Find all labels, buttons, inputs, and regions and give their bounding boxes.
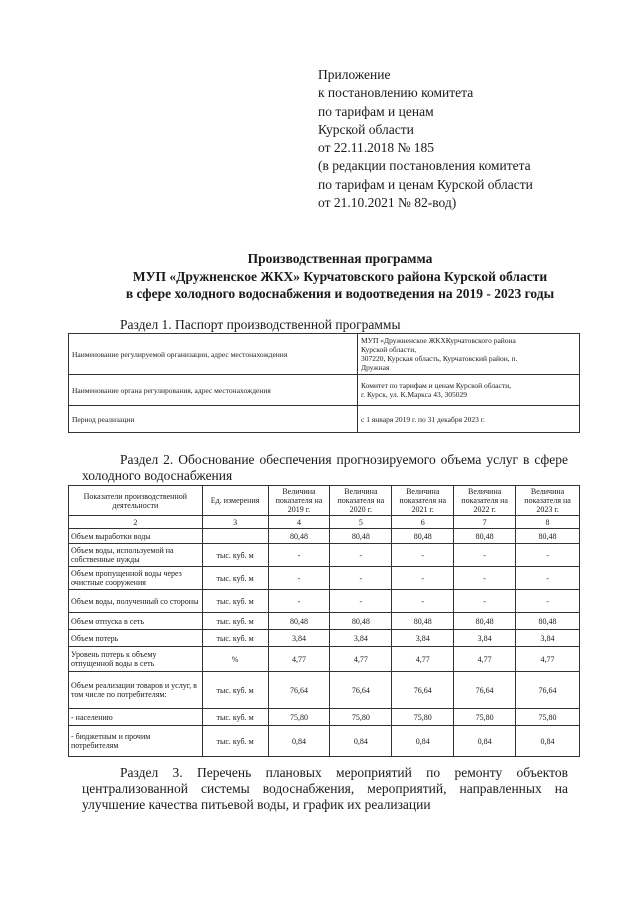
value-cell: 76,64	[516, 672, 580, 709]
passport-value-line: Курской области,	[361, 345, 417, 354]
value-cell: 0,84	[516, 726, 580, 757]
index-row	[69, 516, 580, 529]
value-cell: -	[330, 590, 392, 613]
value-cell: 80,48	[330, 529, 392, 544]
value-cell: 80,48	[392, 529, 454, 544]
value-cell: -	[268, 567, 330, 590]
value-cell: -	[330, 544, 392, 567]
table-row	[69, 672, 580, 709]
value-cell: 75,80	[392, 709, 454, 726]
value-cell: -	[516, 544, 580, 567]
value-cell: 3,84	[454, 630, 516, 647]
value-cell: 0,84	[392, 726, 454, 757]
header-row	[69, 486, 580, 516]
table-row	[69, 406, 580, 433]
appendix-line: Курской области	[318, 121, 414, 137]
value-cell: -	[516, 567, 580, 590]
passport-value-line: г. Курск, ул. К.Маркса 43, 305029	[361, 390, 468, 399]
section3-title: Перечень плановых мероприятий по ремонту объектов централизованной системы водоснабжения, мероприятий, направленных на улучшение качества питьевой воды, и график их реализации	[82, 765, 568, 812]
column-header: Величина показателя на 2020 г.	[330, 486, 392, 516]
appendix-line: по тарифам и ценам Курской области	[318, 176, 533, 192]
table-row	[69, 647, 580, 672]
value-cell: -	[330, 567, 392, 590]
unit-cell: тыс. куб. м	[202, 544, 268, 567]
value-cell: -	[454, 567, 516, 590]
unit-cell	[202, 529, 268, 544]
column-index: 2	[69, 516, 203, 529]
value-cell: 80,48	[454, 613, 516, 630]
value-cell: -	[392, 567, 454, 590]
passport-value-line: с 1 января 2019 г. по 31 декабря 2023 г.	[361, 414, 485, 424]
indicator-name: Объем потерь	[69, 630, 203, 647]
column-index: 4	[268, 516, 330, 529]
section2-heading	[82, 452, 568, 484]
passport-value	[358, 334, 580, 375]
value-cell: -	[454, 590, 516, 613]
value-cell: 0,84	[268, 726, 330, 757]
unit-cell: тыс. куб. м	[202, 726, 268, 757]
title-line: МУП «Дружненское ЖКХ» Курчатовского района Курской области	[132, 268, 548, 284]
table-row	[69, 613, 580, 630]
value-cell: 80,48	[268, 529, 330, 544]
value-cell: 3,84	[330, 630, 392, 647]
unit-cell: тыс. куб. м	[202, 709, 268, 726]
table-row	[69, 567, 580, 590]
table-row	[69, 630, 580, 647]
table-row	[69, 334, 580, 375]
value-cell: 80,48	[268, 613, 330, 630]
passport-value-line: Комитет по тарифам и ценам Курской области,	[361, 381, 511, 390]
passport-label: Период реализации	[69, 406, 358, 433]
indicator-name: Объем выработки воды	[69, 529, 203, 544]
section3-text	[82, 765, 568, 813]
value-cell: 80,48	[392, 613, 454, 630]
column-header: Показатели производственной деятельности	[69, 486, 203, 516]
appendix-block	[318, 66, 618, 212]
value-cell: 76,64	[454, 672, 516, 709]
indicator-name: Объем воды, используемой на собственные нужды	[69, 544, 203, 567]
passport-value-line: 307220, Курская область, Курчатовский район, п.	[361, 354, 518, 363]
passport-label: Наименование органа регулирования, адрес местонахождения	[69, 375, 358, 406]
value-cell: -	[392, 544, 454, 567]
indicator-name: Объем отпуска в сеть	[69, 613, 203, 630]
column-index: 6	[392, 516, 454, 529]
value-cell: 80,48	[516, 529, 580, 544]
value-cell: 4,77	[330, 647, 392, 672]
unit-cell: тыс. куб. м	[202, 567, 268, 590]
value-cell: 4,77	[268, 647, 330, 672]
passport-table	[68, 333, 580, 433]
title-line: в сфере холодного водоснабжения и водоотведения на 2019 - 2023 годы	[125, 286, 555, 301]
passport-value-line: Дружная	[361, 363, 390, 372]
value-cell: 4,77	[392, 647, 454, 672]
value-cell: -	[516, 590, 580, 613]
appendix-line: от 21.10.2021 № 82-вод)	[318, 195, 457, 211]
column-header: Величина показателя на 2023 г.	[516, 486, 580, 516]
appendix-line: к постановлению комитета	[318, 85, 474, 101]
unit-cell: %	[202, 647, 268, 672]
value-cell: 0,84	[454, 726, 516, 757]
passport-label: Наименование регулируемой организации, адрес местонахождения	[69, 334, 358, 375]
value-cell: 75,80	[268, 709, 330, 726]
column-header: Величина показателя на 2019 г.	[268, 486, 330, 516]
unit-cell: тыс. куб. м	[202, 613, 268, 630]
section2-number: Раздел 2.	[120, 452, 174, 467]
section2-title: Обоснование обеспечения прогнозируемого объема услуг в сфере холодного водоснабжения	[82, 452, 569, 483]
value-cell: -	[454, 544, 516, 567]
indicator-name: Уровень потерь к объему отпущенной воды в сеть	[69, 647, 203, 672]
table-row	[69, 529, 580, 544]
appendix-line: (в редакции постановления комитета	[318, 158, 531, 174]
passport-value-line: МУП «Дружненское ЖКХКурчатовского района	[361, 336, 516, 345]
column-header: Величина показателя на 2022 г.	[454, 486, 516, 516]
value-cell: 75,80	[454, 709, 516, 726]
value-cell: 76,64	[392, 672, 454, 709]
value-cell: 80,48	[454, 529, 516, 544]
unit-cell: тыс. куб. м	[202, 672, 268, 709]
column-index: 7	[454, 516, 516, 529]
volumes-table	[68, 485, 580, 757]
value-cell: 3,84	[392, 630, 454, 647]
passport-value	[358, 406, 580, 433]
unit-cell: тыс. куб. м	[202, 630, 268, 647]
indicator-name: - бюджетным и прочим потребителям	[69, 726, 203, 757]
appendix-line: от 22.11.2018 № 185	[318, 140, 434, 156]
document-title	[60, 250, 620, 303]
value-cell: 80,48	[516, 613, 580, 630]
value-cell: -	[268, 590, 330, 613]
unit-cell: тыс. куб. м	[202, 590, 268, 613]
section3-number: Раздел 3.	[120, 765, 183, 780]
table-row	[69, 709, 580, 726]
table-row	[69, 375, 580, 406]
indicator-name: - населению	[69, 709, 203, 726]
value-cell: 80,48	[330, 613, 392, 630]
value-cell: 4,77	[454, 647, 516, 672]
column-index: 8	[516, 516, 580, 529]
table-row	[69, 590, 580, 613]
value-cell: 4,77	[516, 647, 580, 672]
table-row	[69, 726, 580, 757]
appendix-line: по тарифам и ценам	[318, 103, 434, 119]
section1-heading: Раздел 1. Паспорт производственной программы	[120, 317, 401, 332]
indicator-name: Объем пропущенной воды через очистные сооружения	[69, 567, 203, 590]
indicator-name: Объем воды, полученный со стороны	[69, 590, 203, 613]
column-header: Ед. измерения	[202, 486, 268, 516]
title-line: Производственная программа	[247, 251, 433, 266]
column-index: 3	[202, 516, 268, 529]
value-cell: -	[268, 544, 330, 567]
value-cell: 76,64	[330, 672, 392, 709]
passport-value	[358, 375, 580, 406]
column-header: Величина показателя на 2021 г.	[392, 486, 454, 516]
indicator-name: Объем реализации товаров и услуг, в том числе по потребителям:	[69, 672, 203, 709]
value-cell: 75,80	[330, 709, 392, 726]
value-cell: -	[392, 590, 454, 613]
volume-rows	[69, 529, 580, 757]
value-cell: 3,84	[268, 630, 330, 647]
appendix-line: Приложение	[318, 67, 391, 82]
value-cell: 75,80	[516, 709, 580, 726]
value-cell: 0,84	[330, 726, 392, 757]
table-row	[69, 544, 580, 567]
value-cell: 76,64	[268, 672, 330, 709]
value-cell: 3,84	[516, 630, 580, 647]
column-index: 5	[330, 516, 392, 529]
